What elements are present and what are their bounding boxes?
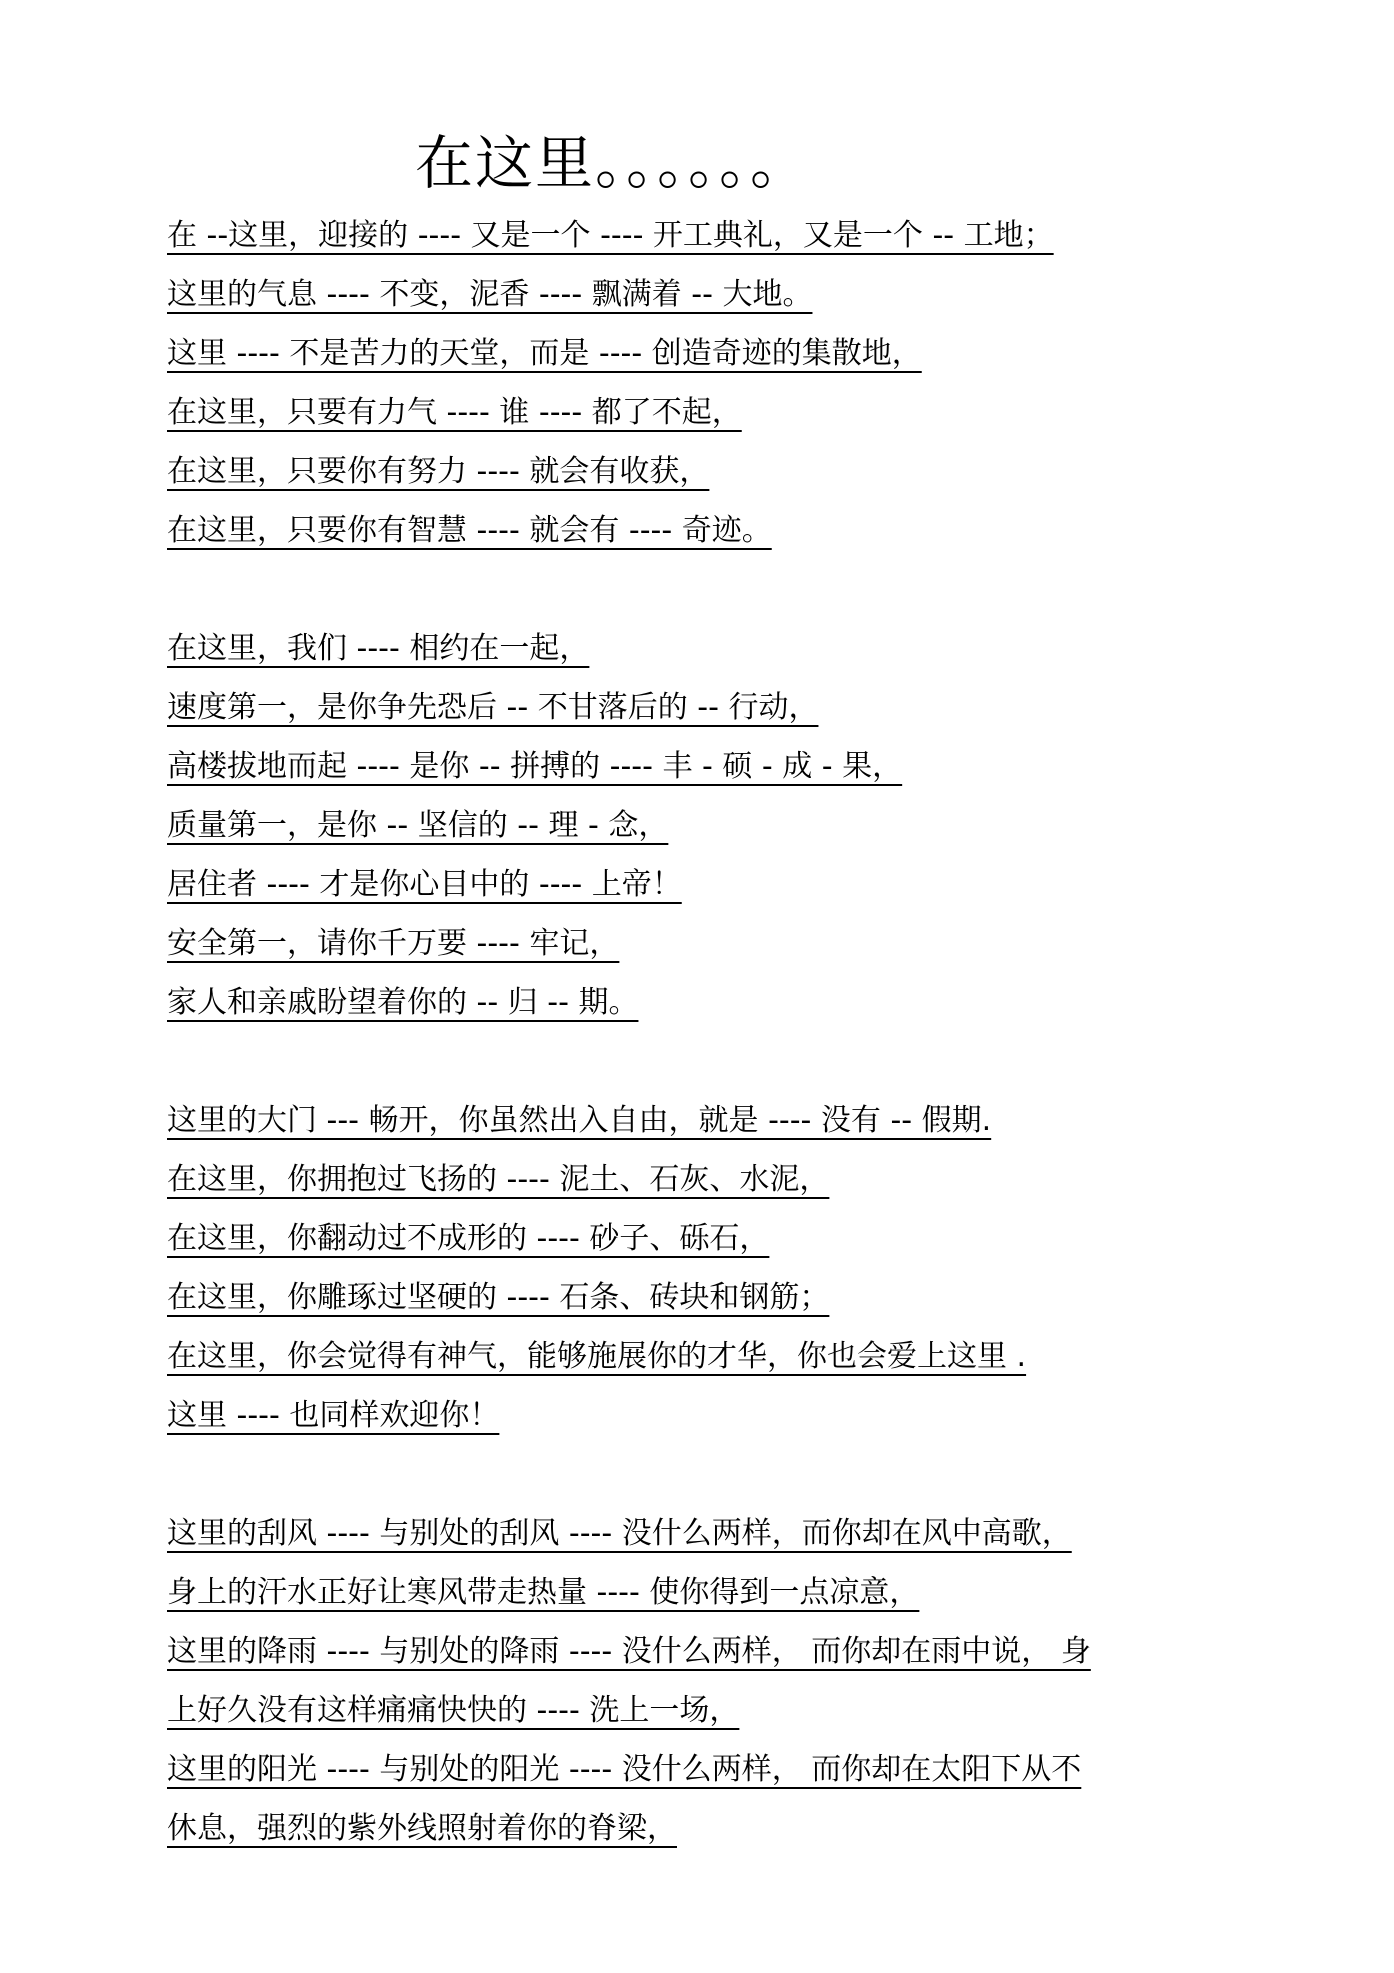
poem-line: 这里 ---- 也同样欢迎你！ — [167, 1398, 500, 1433]
poem-line: 质量第一，是你 -- 坚信的 -- 理 - 念， — [167, 808, 669, 843]
poem-line: 安全第一，请你千万要 ---- 牢记， — [167, 926, 620, 961]
poem-line: 在这里，我们 ---- 相约在一起， — [167, 631, 590, 666]
stanza-4 — [167, 1504, 1247, 1858]
poem-line: 在这里，只要你有努力 ---- 就会有收获， — [167, 454, 710, 489]
poem-line: 在这里，只要有力气 ---- 谁 ---- 都了不起， — [167, 395, 742, 430]
poem-line: 在这里，只要你有智慧 ---- 就会有 ---- 奇迹。 — [167, 513, 772, 548]
poem-line: 身上的汗水正好让寒风带走热量 ---- 使你得到一点凉意， — [167, 1575, 920, 1610]
poem-line: 在这里，你翻动过不成形的 ---- 砂子、砾石， — [167, 1221, 770, 1256]
poem-line: 这里 ---- 不是苦力的天堂，而是 ---- 创造奇迹的集散地， — [167, 336, 922, 371]
poem-line: 居住者 ---- 才是你心目中的 ---- 上帝！ — [167, 867, 682, 902]
poem-line: 在这里，你雕琢过坚硬的 ---- 石条、砖块和钢筋； — [167, 1280, 830, 1315]
poem-line: 这里的气息 ---- 不变，泥香 ---- 飘满着 -- 大地。 — [167, 277, 813, 312]
poem-line: 家人和亲戚盼望着你的 -- 归 -- 期。 — [167, 985, 639, 1020]
stanza-gap — [167, 1032, 1247, 1091]
poem-title: 在这里。。。。。。 — [415, 129, 811, 197]
poem-line: 休息，强烈的紫外线照射着你的脊梁， — [167, 1811, 677, 1846]
poem-line: 速度第一，是你争先恐后 -- 不甘落后的 -- 行动， — [167, 690, 819, 725]
poem-line: 在 --这里，迎接的 ---- 又是一个 ---- 开工典礼，又是一个 -- 工地； — [167, 218, 1054, 253]
poem-line: 这里的大门 --- 畅开，你虽然出入自由，就是 ---- 没有 -- 假期. — [167, 1103, 992, 1138]
stanza-1 — [167, 206, 1247, 560]
poem-line: 这里的阳光 ---- 与别处的阳光 ---- 没什么两样， 而你却在太阳下从不 — [167, 1752, 1082, 1787]
poem-line: 在这里，你拥抱过飞扬的 ---- 泥土、石灰、水泥， — [167, 1162, 830, 1197]
poem-body — [167, 206, 1247, 1858]
stanza-2 — [167, 619, 1247, 1032]
stanza-gap — [167, 1445, 1247, 1504]
poem-line: 高楼拔地而起 ---- 是你 -- 拼搏的 ---- 丰 - 硕 - 成 - 果， — [167, 749, 903, 784]
stanza-gap — [167, 560, 1247, 619]
poem-line: 上好久没有这样痛痛快快的 ---- 洗上一场， — [167, 1693, 740, 1728]
poem-line: 在这里，你会觉得有神气，能够施展你的才华，你也会爱上这里 . — [167, 1339, 1027, 1374]
poem-line: 这里的刮风 ---- 与别处的刮风 ---- 没什么两样，而你却在风中高歌， — [167, 1516, 1072, 1551]
stanza-3 — [167, 1091, 1247, 1445]
poem-line: 这里的降雨 ---- 与别处的降雨 ---- 没什么两样， 而你却在雨中说， 身 — [167, 1634, 1091, 1669]
